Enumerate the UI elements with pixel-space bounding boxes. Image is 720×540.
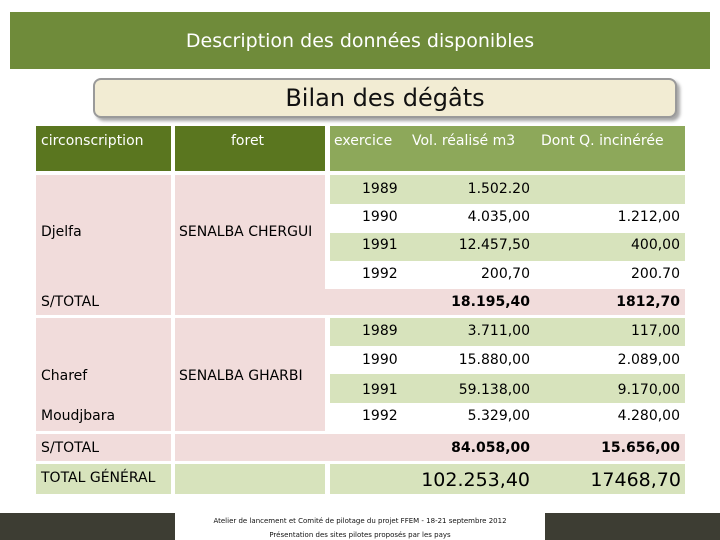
group1-row4-vol: 200,70: [481, 266, 530, 282]
group2-row2-exercice: 1990: [362, 352, 398, 368]
group1-subtotal-dont: 1812,70: [616, 294, 680, 310]
group2-subtotal-dont: 15.656,00: [601, 440, 680, 456]
group2-circonscription-moudjbara: Moudjbara: [41, 408, 116, 424]
group1-row1-exercice: 1989: [362, 181, 398, 197]
footer-line1: Atelier de lancement et Comité de pilotage du projet FFEM - 18-21 septembre 2012: [213, 517, 507, 525]
group1-row2-dont: 1.212,00: [617, 209, 680, 225]
group2-row1-vol: 3.711,00: [467, 323, 530, 339]
total-label: TOTAL GÉNÉRAL: [41, 470, 156, 486]
group2-row2-dont: 2.089,00: [617, 352, 680, 368]
group2-subtotal-vol: 84.058,00: [451, 440, 530, 456]
group2-row1-exercice: 1989: [362, 323, 398, 339]
footer-box: [175, 513, 545, 540]
group1-row2-vol: 4.035,00: [467, 209, 530, 225]
footer-line2: Présentation des sites pilotes proposés par les pays: [269, 531, 451, 539]
group1-row3-exercice: 1991: [362, 237, 398, 253]
group2-subtotal-label: S/TOTAL: [41, 440, 100, 456]
banner-title: Description des données disponibles: [10, 12, 710, 69]
group1-row4-dont: 200.70: [631, 266, 680, 282]
group2-row1-dont: 117,00: [631, 323, 680, 339]
header-vol: Vol. réalisé m3: [412, 133, 516, 149]
group2-row3-exercice: 1991: [362, 382, 398, 398]
header-exercice: exercice: [334, 133, 393, 149]
group1-subtotal-vol: 18.195,40: [451, 294, 530, 310]
group2-circonscription-charef: Charef: [41, 368, 88, 384]
group2-row4-dont: 4.280,00: [617, 408, 680, 424]
group2-row4-exercice: 1992: [362, 408, 398, 424]
header-dont: Dont Q. incinérée: [541, 133, 664, 149]
group2-row3-dont: 9.170,00: [617, 382, 680, 398]
group1-row2-exercice: 1990: [362, 209, 398, 225]
total-dont: 17468,70: [590, 469, 681, 491]
group2-row2-vol: 15.880,00: [458, 352, 530, 368]
subtitle: Bilan des dégâts: [93, 78, 677, 118]
group1-row3-vol: 12.457,50: [458, 237, 530, 253]
group2-foret: SENALBA GHARBI: [179, 368, 303, 384]
group1-row4-exercice: 1992: [362, 266, 398, 282]
group1-row3-dont: 400,00: [631, 237, 680, 253]
group1-circonscription: Djelfa: [41, 224, 82, 240]
group2-row4-vol: 5.329,00: [467, 408, 530, 424]
total-foret-bg: [175, 464, 325, 494]
group2-row3-vol: 59.138,00: [458, 382, 530, 398]
header-foret: foret: [231, 133, 265, 149]
total-vol: 102.253,40: [421, 469, 530, 491]
header-circonscription: circonscription: [41, 133, 144, 149]
group1-foret: SENALBA CHERGUI: [179, 224, 313, 240]
group1-subtotal-label: S/TOTAL: [41, 294, 100, 310]
group1-row1-vol: 1.502.20: [467, 181, 530, 197]
